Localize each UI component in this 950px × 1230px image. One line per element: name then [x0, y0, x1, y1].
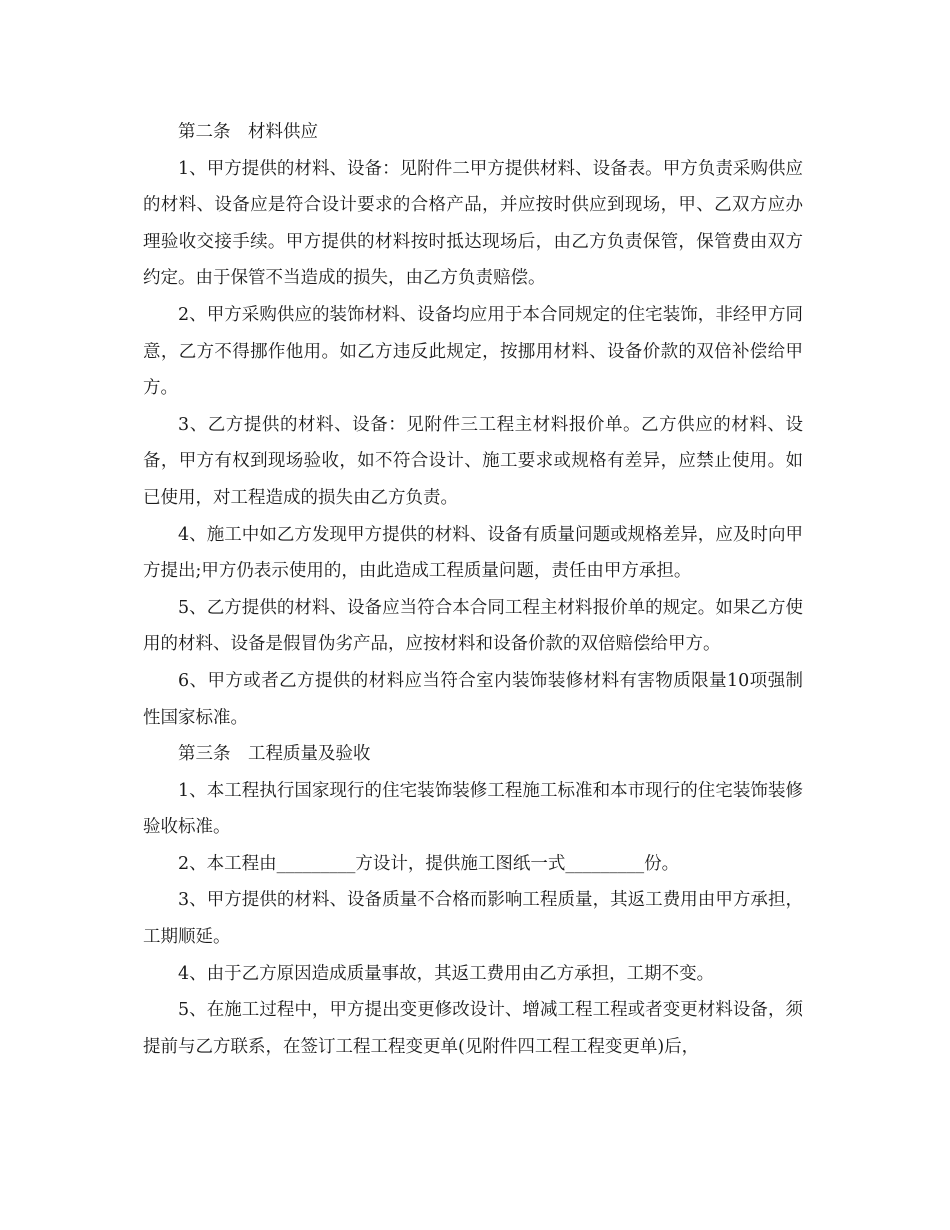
clause-3-2: 2、本工程由_________方设计，提供施工图纸一式_________份。	[178, 853, 680, 874]
section-heading-article-3: 第三条 工程质量及验收	[178, 744, 371, 765]
clause-3-3: 3、甲方提供的材料、设备质量不合格而影响工程质量，其返工费用由甲方承担，工期顺延。	[143, 890, 803, 948]
clause-3-4: 4、由于乙方原因造成质量事故，其返工费用由乙方承担，工期不变。	[178, 963, 715, 984]
clause-2-2: 2、甲方采购供应的装饰材料、设备均应用于本合同规定的住宅装饰，非经甲方同意，乙方不得挪作他用。如乙方违反此规定，按挪用材料、设备价款的双倍补偿给甲方。	[143, 304, 803, 399]
clause-2-5: 5、乙方提供的材料、设备应当符合本合同工程主材料报价单的规定。如果乙方使用的材料、设备是假冒伪劣产品，应按材料和设备价款的双倍赔偿给甲方。	[143, 597, 803, 655]
clause-2-4: 4、施工中如乙方发现甲方提供的材料、设备有质量问题或规格差异，应及时向甲方提出;甲方仍表示使用的，由此造成工程质量问题，责任由甲方承担。	[143, 524, 803, 582]
clause-2-3: 3、乙方提供的材料、设备：见附件三工程主材料报价单。乙方供应的材料、设备，甲方有权到现场验收，如不符合设计、施工要求或规格有差异，应禁止使用。如已使用，对工程造成的损失由乙方负责。	[143, 414, 803, 508]
document-body	[143, 114, 803, 1065]
clause-3-5: 5、在施工过程中，甲方提出变更修改设计、增减工程工程或者变更材料设备，须提前与乙方联系，在签订工程工程变更单(见附件四工程工程变更单)后，	[143, 1000, 803, 1057]
clause-2-6: 6、甲方或者乙方提供的材料应当符合室内装饰装修材料有害物质限量10项强制性国家标准。	[143, 670, 803, 728]
clause-2-1: 1、甲方提供的材料、设备：见附件二甲方提供材料、设备表。甲方负责采购供应的材料、设备应是符合设计要求的合格产品，并应按时供应到现场，甲、乙双方应办理验收交接手续。甲方提供的材料按时抵达现场后，由乙方负责保管，保管费由双方约定。由于保管不当造成的损失，由乙方负责赔偿。	[143, 158, 803, 289]
clause-3-1: 1、本工程执行国家现行的住宅装饰装修工程施工标准和本市现行的住宅装饰装修验收标准。	[143, 780, 803, 838]
section-heading-article-2: 第二条 材料供应	[178, 122, 318, 142]
